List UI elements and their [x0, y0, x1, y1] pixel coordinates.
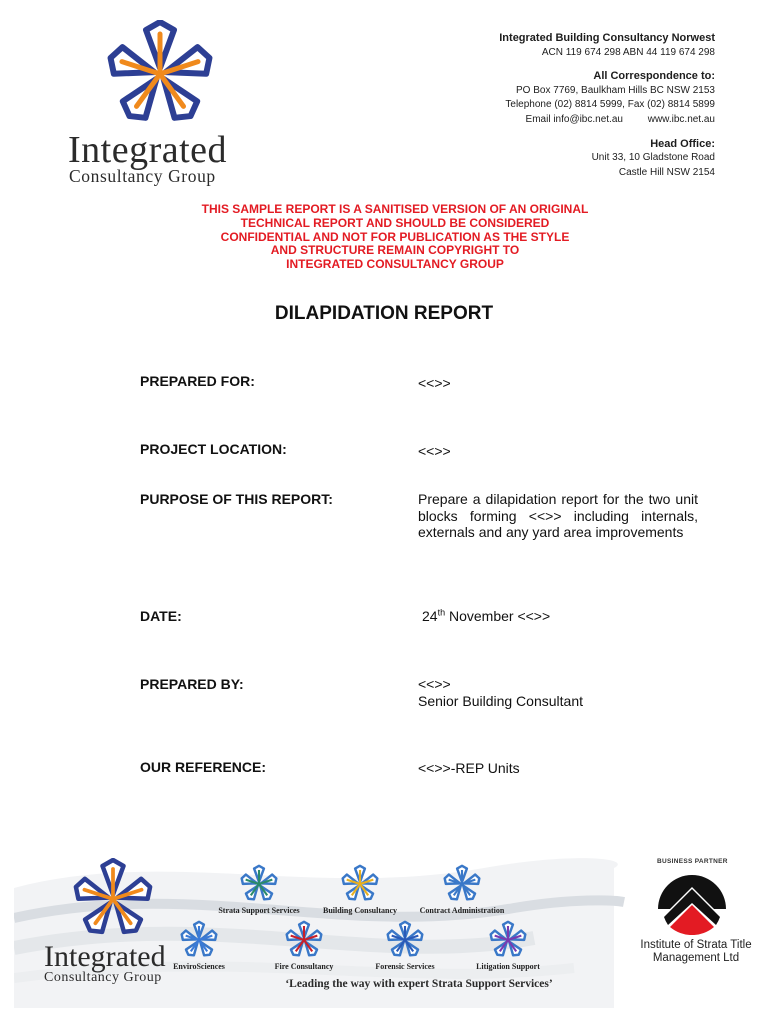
prepared-by-value: [418, 676, 583, 709]
head-office-line2: Castle Hill NSW 2154: [618, 166, 715, 178]
pentagon-service-icon: [283, 920, 325, 960]
date-rest: November <<>>: [445, 608, 551, 624]
project-location-label: PROJECT LOCATION:: [140, 441, 287, 457]
date-value: [422, 608, 550, 625]
our-reference-value: <<>>-REP Units: [418, 760, 520, 776]
footer-logo-wordmark: Integrated: [44, 940, 166, 973]
prepared-for-value: <<>>: [418, 375, 451, 391]
pentagon-service-icon: [441, 864, 483, 904]
pentagon-logo-icon: [100, 20, 220, 128]
company-address-block: [415, 31, 715, 180]
business-partner-heading: BUSINESS PARTNER: [657, 858, 728, 865]
correspondence-heading: All Correspondence to:: [593, 70, 715, 83]
service-fire-consultancy: [249, 920, 359, 971]
logo-subtitle: Consultancy Group: [69, 166, 216, 186]
service-caption: Contract Administration: [419, 906, 505, 915]
date-label: DATE:: [140, 608, 182, 624]
pentagon-service-icon: [178, 920, 220, 960]
disclaimer-line: THIS SAMPLE REPORT IS A SANITISED VERSION OF AN ORIGINAL: [201, 202, 589, 216]
pentagon-service-icon: [339, 864, 381, 904]
service-building-consultancy: [305, 864, 415, 915]
logo-wordmark: Integrated: [68, 129, 228, 171]
document-title: DILAPIDATION REPORT: [274, 303, 494, 324]
tagline: ‘Leading the way with expert Strata Support Services’: [285, 978, 553, 990]
disclaimer-line: CONFIDENTIAL AND NOT FOR PUBLICATION AS THE STYLE: [220, 229, 570, 244]
po-box: PO Box 7769, Baulkham Hills BC NSW 2153: [516, 84, 715, 96]
partner-name: [626, 939, 766, 965]
prepared-by-label: PREPARED BY:: [140, 676, 244, 692]
company-logo: [68, 20, 258, 190]
disclaimer-line: TECHNICAL REPORT AND SHOULD BE CONSIDERED: [240, 215, 550, 230]
disclaimer-line: INTEGRATED CONSULTANCY GROUP: [286, 257, 504, 272]
footer-logo-subtitle: Consultancy Group: [44, 970, 162, 985]
service-caption: EnviroSciences: [173, 962, 225, 971]
prepared-by-name: <<>>: [418, 676, 451, 692]
acn-abn: ACN 119 674 298 ABN 44 119 674 298: [541, 46, 715, 58]
telephone-fax: Telephone (02) 8814 5999, Fax (02) 8814 5899: [505, 99, 715, 111]
head-office-line1: Unit 33, 10 Gladstone Road: [591, 152, 715, 164]
our-reference-label: OUR REFERENCE:: [140, 759, 267, 775]
project-location-value: <<>>: [418, 443, 451, 459]
purpose-label: PURPOSE OF THIS REPORT:: [140, 491, 333, 507]
date-suffix: th: [437, 607, 446, 618]
business-partner: [626, 858, 766, 965]
disclaimer-line: AND STRUCTURE REMAIN COPYRIGHT TO: [270, 243, 520, 258]
service-caption: Strata Support Services: [218, 906, 300, 915]
partner-name-line2: Management Ltd: [652, 952, 740, 964]
date-day: 24: [422, 608, 438, 624]
service-caption: Litigation Support: [476, 962, 540, 971]
service-litigation-support: [453, 920, 563, 971]
service-caption: Fire Consultancy: [274, 962, 334, 971]
head-office-heading: Head Office:: [650, 137, 715, 150]
istm-logo-icon: [656, 873, 728, 935]
service-envirosciences: [144, 920, 254, 971]
prepared-for-label: PREPARED FOR:: [140, 373, 255, 389]
pentagon-service-icon: [384, 920, 426, 960]
pentagon-service-icon: [487, 920, 529, 960]
service-contract-administration: [407, 864, 517, 915]
company-name: Integrated Building Consultancy Norwest: [499, 32, 715, 44]
prepared-by-title: Senior Building Consultant: [418, 692, 583, 709]
pentagon-service-icon: [238, 864, 280, 904]
service-caption: Forensic Services: [375, 962, 435, 971]
service-forensic-services: [350, 920, 460, 971]
footer-banner: [14, 828, 754, 1008]
partner-name-line1: Institute of Strata Title: [640, 939, 752, 951]
service-caption: Building Consultancy: [322, 906, 398, 915]
website-link[interactable]: www.ibc.net.au: [647, 113, 715, 125]
service-strata-support-services: [204, 864, 314, 915]
purpose-value: Prepare a dilapidation report for the two unit blocks forming <<>> including internals, externals and any yard area improvements: [418, 491, 698, 540]
disclaimer-notice: [150, 203, 640, 272]
email-link[interactable]: Email info@ibc.net.au: [525, 113, 623, 125]
